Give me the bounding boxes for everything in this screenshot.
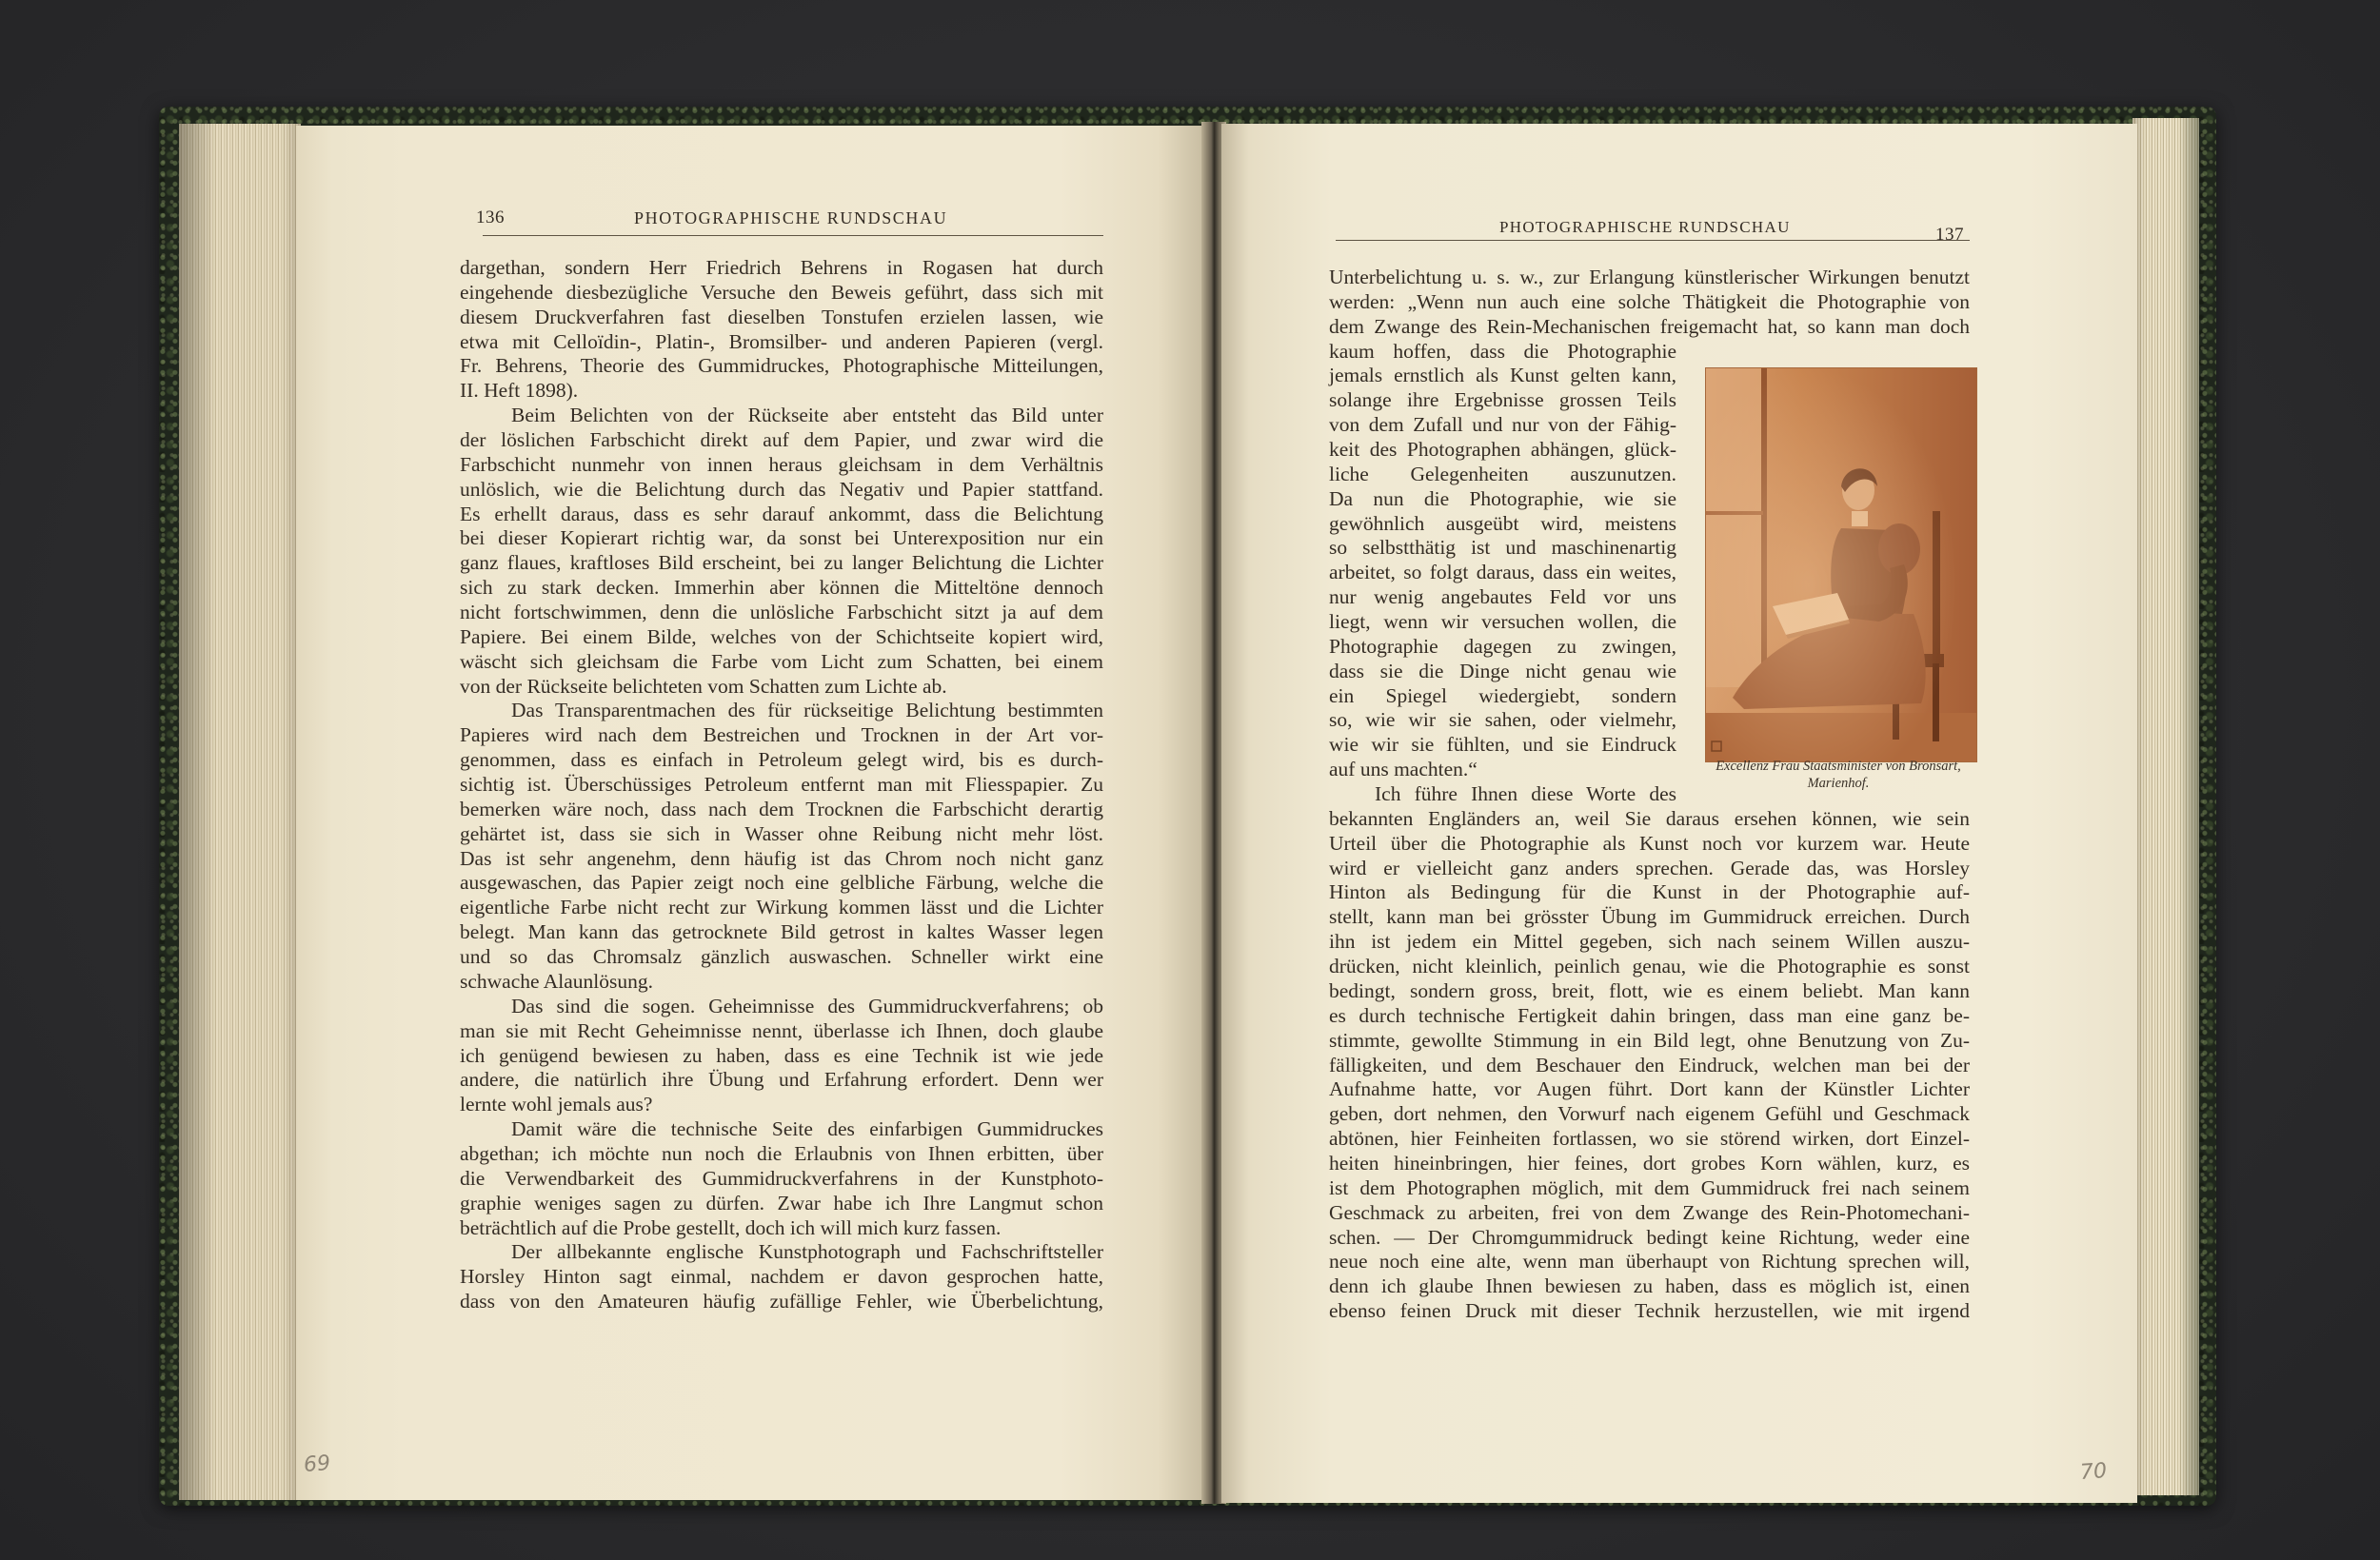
text-line: es durch technische Fertigkeit dahin bringen, dass man eine ganz be- [1329, 1003, 1970, 1027]
pencil-note: 70 [2079, 1459, 2108, 1485]
text-line: von dem Zufall und nur von der Fähig- [1329, 413, 1676, 437]
text-line: von der Rückseite belichteten vom Schatten zum Lichte ab. [460, 674, 947, 698]
photo-light [1706, 368, 1976, 761]
text-line: ich genügend bewiesen zu haben, dass es eine Technik ist wie jede [460, 1043, 1103, 1067]
running-head: PHOTOGRAPHISCHE RUNDSCHAU [1499, 218, 1791, 236]
figure-caption-place: Marienhof. [1807, 776, 1870, 791]
text-line: drücken, nicht kleinlich, peinlich genau, wie die Photographie es sonst [1329, 955, 1970, 978]
text-line: die Verwendbarkeit des Gummidruckverfahrens in der Kunstphoto- [460, 1166, 1103, 1190]
text-line: Da nun die Photographie, wie sie [1329, 486, 1676, 510]
running-head: PHOTOGRAPHISCHE RUNDSCHAU [634, 208, 948, 227]
text-line: heiten hineinbringen, hier feines, dort grobes Korn wählen, kurz, es [1329, 1151, 1970, 1175]
text-line: belegt. Man kann das getrocknete Bild getrost in kaltes Wasser legen [460, 920, 1103, 944]
page-number: 136 [476, 207, 505, 227]
text-column [460, 256, 1103, 1314]
text-line: dass von den Amateuren häufig zufällige Fehler, wie Überbelichtung, [460, 1290, 1103, 1313]
page-number: 137 [1935, 225, 1964, 245]
text-line: stimmte, gewollte Stimmung in ein Bild legt, ohne Benutzung von Zu- [1329, 1028, 1970, 1052]
text-line: auf uns machten.“ [1329, 758, 1478, 781]
text-line: bedingt, sondern gross, breit, flott, wie es einem beliebt. Man kann [1329, 978, 1970, 1002]
text-line: geben, dort nehmen, den Vorwurf nach eigenem Gefühl und Geschmack [1329, 1102, 1970, 1126]
text-line: und so das Chromsalz gänzlich auswaschen. Schneller wirkt eine [460, 945, 1103, 969]
text-line: unlöslich, wie die Belichtung durch das Negativ und Papier stattfand. [460, 477, 1103, 501]
text-line: sich zu stark decken. Immerhin aber können die Mitteltöne dennoch [460, 576, 1103, 600]
text-line: Der allbekannte englische Kunstphotograph und Fachschriftsteller [511, 1240, 1103, 1264]
text-line: ebenso feinen Druck mit dieser Technik herzustellen, wie mit irgend [1329, 1299, 1970, 1323]
text-line: genommen, dass es einfach in Petroleum gelegt wird, bis es durch- [460, 748, 1103, 772]
text-line: abgethan; ich möchte nun noch die Erlaubnis von Ihnen erbitten, über [460, 1141, 1103, 1165]
text-line: so selbstthätig ist und maschinenartig [1329, 536, 1676, 560]
text-line: keit des Photographen abhängen, glück- [1329, 438, 1676, 462]
text-line: eigentliche Farbe nicht recht zur Wirkung kommen lässt und die Lichter [460, 896, 1103, 919]
text-line: graphie weniges sagen zu dürfen. Zwar habe ich Ihre Langmut schon [460, 1191, 1103, 1214]
text-line: Papiere. Bei einem Bilde, welches von der Schichtseite kopiert wird, [460, 624, 1103, 648]
text-line: ganz flaues, kraftloses Bild erscheint, bei zu langer Belichtung die Lichter [460, 551, 1103, 575]
text-line: Beim Belichten von der Rückseite aber entsteht das Bild unter [511, 404, 1103, 427]
text-line: stellt, kann man bei grösster Übung im Gummidruck erreichen. Durch [1329, 905, 1970, 929]
text-line: bekannten Engländers an, weil Sie daraus ersehen können, wie sein [1329, 806, 1970, 830]
header-rule [483, 235, 1103, 236]
text-line: denn ich glaube Ihnen bewiesen zu haben, dass es möglich ist, einen [1329, 1274, 1970, 1298]
text-line: sichtig ist. Überschüssiges Petroleum entfernt man mit Fliesspapier. Zu [460, 773, 1103, 797]
text-line: schwache Alaunlösung. [460, 969, 654, 993]
text-line: solange ihre Ergebnisse grossen Teils [1329, 388, 1676, 412]
text-line: dass sie die Dinge nicht genau wie [1329, 659, 1676, 682]
text-line: Fr. Behrens, Theorie des Gummidruckes, Photographische Mitteilungen, [460, 354, 1103, 378]
text-line: eingehende diesbezügliche Versuche den Beweis geführt, dass sich mit [460, 280, 1103, 304]
text-line: Horsley Hinton sagt einmal, nachdem er davon gesprochen hatte, [460, 1265, 1103, 1289]
text-line: bei dieser Kopierart richtig war, da sonst bei Unterexposition nur ein [460, 526, 1103, 550]
text-line: abtönen, hier Feinheiten fortlassen, wo sie störend wirken, dort Einzel- [1329, 1127, 1970, 1151]
text-line: Papieres wird nach dem Bestreichen und Trocknen in der Art vor- [460, 723, 1103, 747]
text-line: man sie mit Recht Geheimnisse nennt, überlasse ich Ihnen, doch glaube [460, 1018, 1103, 1042]
text-line: liegt, wenn wir versuchen wollen, die [1329, 610, 1676, 634]
text-line: ist dem Photographen möglich, mit dem Gummidruck frei nach seinem [1329, 1175, 1970, 1199]
portrait-photo [1706, 368, 1976, 761]
header-rule [1336, 240, 1970, 241]
text-line: gehärtet ist, dass sie sich in Wasser ohne Reibung nicht mehr löst. [460, 821, 1103, 845]
text-line: wird er vielleicht ganz anders sprechen. Gerade das, was Horsley [1329, 856, 1970, 879]
text-line: Es erhellt daraus, dass es sehr darauf ankommt, dass die Belichtung [460, 502, 1103, 525]
text-line: kaum hoffen, dass die Photographie [1329, 339, 1676, 363]
text-line: schen. — Der Chromgummidruck bedingt keine Richtung, weder eine [1329, 1225, 1970, 1249]
text-line: Hinton als Bedingung für die Kunst in der Photographie auf- [1329, 880, 1970, 904]
text-line: Aufnahme hatte, vor Augen führt. Dort kann der Künstler Lichter [1329, 1077, 1970, 1101]
right-page [1221, 124, 2137, 1503]
text-line: wäscht sich gleichsam die Farbe vom Licht zum Schatten, bei einem [460, 649, 1103, 673]
text-line: Das Transparentmachen des für rückseitige Belichtung bestimmten [511, 699, 1103, 722]
text-line: jemals ernstlich als Kunst gelten kann, [1329, 364, 1676, 387]
text-line: wie wir sie fühlten, und sie Eindruck [1329, 733, 1676, 757]
text-line: der löslichen Farbschicht direkt auf dem Papier, und zwar wird die [460, 428, 1103, 452]
text-line: ihn ist jedem ein Mittel gegeben, sich nach seinem Willen auszu- [1329, 930, 1970, 954]
text-line: andere, die natürlich ihre Übung und Erfahrung erfordert. Denn wer [460, 1068, 1103, 1092]
text-line: Farbschicht nunmehr von innen heraus gleichsam in dem Verhältnis [460, 452, 1103, 476]
figure-caption: Excellenz Frau Staatsminister von Bronsart, [1716, 759, 1961, 774]
pencil-note: 69 [303, 1451, 331, 1477]
text-line: liche Gelegenheiten auszunutzen. [1329, 462, 1676, 485]
text-line: so, wie wir sie sahen, oder vielmehr, [1329, 708, 1676, 732]
text-line: Das ist sehr angenehm, denn häufig ist das Chrom noch nicht ganz [460, 846, 1103, 870]
left-page [296, 126, 1203, 1500]
text-line: arbeitet, so folgt daraus, dass ein weites, [1329, 561, 1676, 584]
text-line: diesem Druckverfahren fast dieselben Tonstufen erzielen lassen, wie [460, 305, 1103, 328]
text-line: nicht fortschwimmen, denn die unlösliche Farbschicht sitzt ja auf dem [460, 601, 1103, 624]
text-line: neue noch eine alte, wenn man überhaupt von Richtung sprechen will, [1329, 1250, 1970, 1274]
text-line: Geschmack zu arbeiten, frei von dem Zwange des Rein-Photomechani- [1329, 1200, 1970, 1224]
text-line: Photographie dagegen zu zwingen, [1329, 634, 1676, 658]
text-line: Urteil über die Photographie als Kunst noch vor kurzem war. Heute [1329, 831, 1970, 855]
text-line: bemerken wäre noch, dass nach dem Trocknen die Farbschicht derartig [460, 797, 1103, 820]
text-line: fälligkeiten, und dem Beschauer den Eindruck, welchen man bei der [1329, 1053, 1970, 1076]
text-line: beträchtlich auf die Probe gestellt, doch ich will mich kurz fassen. [460, 1215, 1002, 1239]
text-line: II. Heft 1898). [460, 379, 579, 403]
text-line: lernte wohl jemals aus? [460, 1093, 653, 1116]
text-line: Das sind die sogen. Geheimnisse des Gummidruckverfahrens; ob [511, 994, 1103, 1017]
text-line: nur wenig angebautes Feld vor uns [1329, 585, 1676, 609]
text-line: Ich führe Ihnen diese Worte des [1375, 782, 1676, 806]
text-line: werden: „Wenn nun auch eine solche Thätigkeit die Photographie von [1329, 289, 1970, 313]
text-line: Damit wäre die technische Seite des einfarbigen Gummidruckes [511, 1117, 1103, 1141]
text-line: ausgewaschen, das Papier zeigt noch eine gelbliche Färbung, welche die [460, 871, 1103, 895]
text-line: etwa mit Celloïdin-, Platin-, Bromsilber- und anderen Papieren (vergl. [460, 329, 1103, 353]
text-line: dem Zwange des Rein-Mechanischen freigemacht hat, so kann man doch [1329, 314, 1970, 338]
text-line: Unterbelichtung u. s. w., zur Erlangung künstlerischer Wirkungen benutzt [1329, 266, 1970, 288]
text-line: ein Spiegel wiedergiebt, sondern [1329, 683, 1676, 707]
text-line: dargethan, sondern Herr Friedrich Behrens in Rogasen hat durch [460, 256, 1103, 279]
text-line: gewöhnlich ausgeübt wird, meistens [1329, 511, 1676, 535]
left-page-edges [179, 124, 301, 1500]
right-page-edges [2132, 118, 2199, 1495]
